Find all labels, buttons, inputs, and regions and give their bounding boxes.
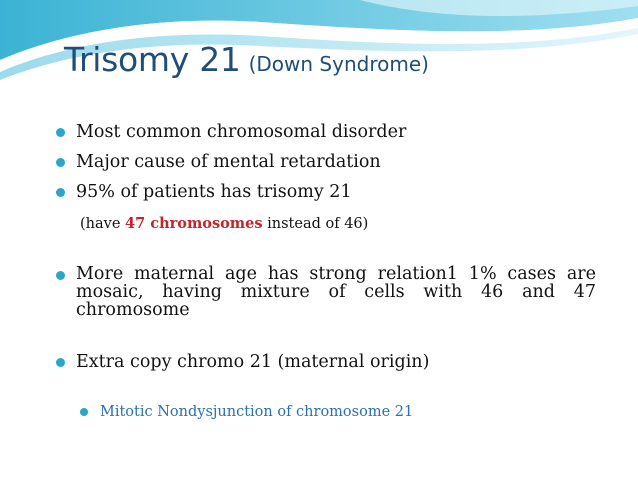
maternal-line-2: mosaic, having mixture of cells with 46 and 47: [76, 282, 596, 302]
maternal-line-1: More maternal age has strong relation1 1% cases are: [76, 264, 596, 284]
title-sub: (Down Syndrome): [248, 52, 429, 76]
bullet-dot-icon: [56, 271, 65, 280]
maternal-age-paragraph: [76, 265, 596, 319]
bullet-dot-icon: [56, 128, 65, 137]
note-highlight: 47 chromosomes: [125, 215, 263, 232]
chromosome-note: [80, 214, 368, 234]
bullet-dot-icon: [56, 358, 65, 367]
title-main: Trisomy 21: [64, 40, 241, 79]
bullet-text: 95% of patients has trisomy 21: [76, 182, 352, 202]
sub-bullet-dot-icon: [80, 408, 88, 416]
bullet-text: Most common chromosomal disorder: [76, 122, 407, 142]
bullet-dot-icon: [56, 188, 65, 197]
bullet-text: Extra copy chromo 21 (maternal origin): [76, 352, 430, 372]
maternal-line-3: chromosome: [76, 300, 190, 320]
bullet-text: Major cause of mental retardation: [76, 152, 381, 172]
bullet-dot-icon: [56, 158, 65, 167]
slide-title: [64, 40, 429, 79]
sub-bullet-text: Mitotic Nondysjunction of chromosome 21: [100, 404, 414, 420]
note-before: (have: [80, 216, 126, 232]
note-after: instead of 46): [262, 216, 369, 232]
